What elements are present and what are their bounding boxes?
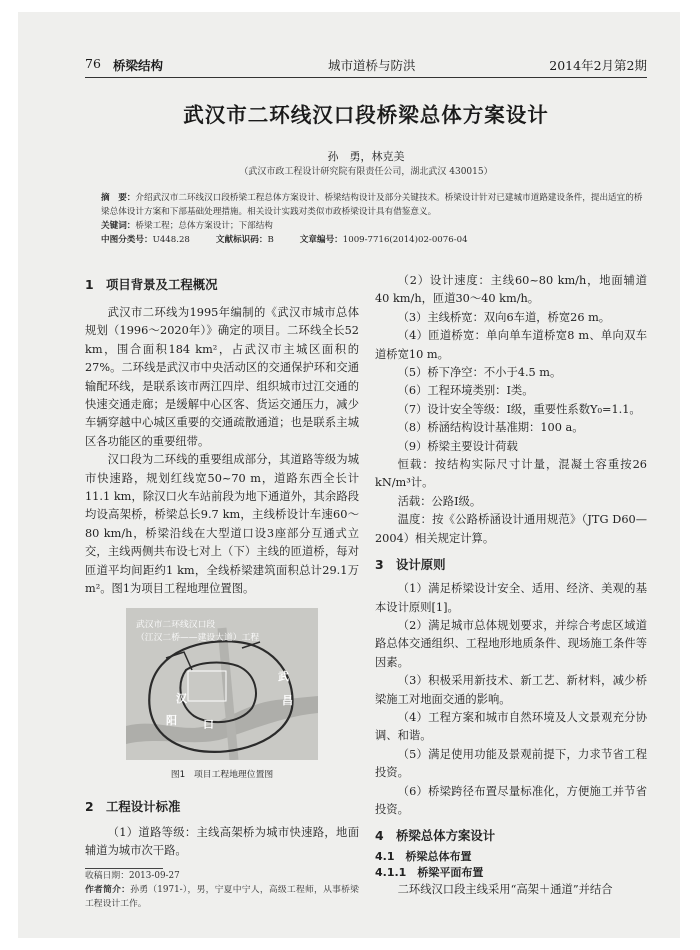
paragraph: 二环线汉口段主线采用“高架＋通道”并结合 bbox=[397, 883, 613, 897]
running-header bbox=[85, 56, 647, 78]
map-title-line1: 武汉市二环线汉口段 bbox=[136, 619, 216, 630]
list-item: （4）匝道桥宽：单向单车道桥宽8 m、单向双车道桥宽10 m。 bbox=[375, 329, 647, 361]
affiliation: （武汉市政工程设计研究院有限责任公司，湖北武汉 430015） bbox=[239, 167, 493, 177]
received-date: 收稿日期：2013-09-27 bbox=[85, 871, 180, 882]
keywords: 关键词：桥梁工程；总体方案设计；下部结构 bbox=[101, 221, 273, 231]
location-map-figure bbox=[126, 608, 318, 760]
map-label: 口 bbox=[203, 717, 214, 731]
authors: 孙 勇，林克美 bbox=[327, 150, 405, 163]
classification: 中图分类号：U448.28 文献标识码：B 文章编号：1009-7716(2014)02-0076-04 bbox=[101, 235, 468, 245]
section-3-heading: 3 设计原则 bbox=[375, 557, 446, 573]
section-1-heading: 1 项目背景及工程概况 bbox=[85, 277, 218, 292]
list-item: （5）桥下净空：不小于4.5 m。 bbox=[397, 366, 562, 380]
map-label: 昌 bbox=[282, 693, 293, 707]
section-2-heading: 2 工程设计标准 bbox=[85, 798, 181, 814]
paragraph: 汉口段为二环线的重要组成部分，其道路等级为城市快速路，规划红线宽50~70 m，道路东西全长计11.1 km，除汉口火车站前段为地下通道外，其余路段均设高架桥，桥梁总长9.7 km，主线桥设计车速60～80 km/h，桥梁沿线在大型道口设3座部分互通式立交，主线两侧共布设七对上（下）主线的匝道桥，每对匝道平均间距约1 km，全线桥梁建筑面积总计29.1万m²。图1为项目工程地理位置图。 bbox=[85, 453, 359, 596]
map-title-line2: （江汉二桥——建设大道）工程 bbox=[136, 632, 260, 643]
list-item: （7）设计安全等级：Ⅰ级，重要性系数Y₀=1.1。 bbox=[397, 402, 641, 416]
right-column bbox=[375, 272, 647, 900]
subsubsection-heading: 4.1.1 桥梁平面布置 bbox=[375, 866, 484, 880]
paper-title: 武汉市二环线汉口段桥梁总体方案设计 bbox=[183, 103, 549, 127]
header-rule bbox=[85, 77, 647, 78]
subsection-heading: 4.1 桥梁总体布置 bbox=[375, 850, 472, 864]
list-item: （5）满足使用功能及景观前提下，力求节省工程投资。 bbox=[375, 747, 647, 780]
list-item: （3）积极采用新技术、新工艺、新材料，减少桥梁施工对地面交通的影响。 bbox=[375, 674, 647, 706]
paragraph: 武汉市二环线为1995年编制的《武汉市城市总体规划（1996～2020年）》确定的项目。二环线全长52 km，围合面积184 km²，占武汉市主城区面积的27%。二环线是武汉市中央活动区的交通保护环和交通输配环线，是联系该市两江四岸、组织城市过江交通的快速交通走廊；是缓解中心区客、货运交通压力，减少车辆穿越中心城区重要的交通疏散通道；也是联系主城区各功能区的重要纽带。 bbox=[85, 306, 359, 448]
list-item: （4）工程方案和城市自然环境及人文景观充分协调、和谐。 bbox=[375, 710, 647, 743]
section-4-heading: 4 桥梁总体方案设计 bbox=[375, 828, 496, 844]
list-item: （1）满足桥梁设计安全、适用、经济、美观的基本设计原则[1]。 bbox=[375, 582, 647, 614]
paragraph: （1）道路等级：主线高架桥为城市快速路，地面辅道为城市次干路。 bbox=[85, 825, 359, 857]
list-item: （9）桥梁主要设计荷载 bbox=[397, 439, 518, 453]
issue-info: 2014年2月第2期 bbox=[549, 58, 647, 73]
list-item: （6）工程环境类别：Ⅰ类。 bbox=[397, 384, 534, 398]
list-item: （2）满足城市总体规划要求，并综合考虑区域道路总体交通组织、工程地形地质条件、现场施工条件等因素。 bbox=[375, 618, 647, 669]
abstract-block bbox=[101, 191, 645, 247]
journal-title: 城市道桥与防洪 bbox=[328, 58, 416, 73]
section-name: 桥梁结构 bbox=[113, 58, 164, 73]
list-item: （6）桥梁跨径布置尽量标准化，方便施工并节省投资。 bbox=[375, 784, 647, 816]
map-label: 阳 bbox=[166, 713, 177, 727]
paragraph: 恒载：按结构实际尺寸计量，混凝土容重按26 kN/m³计。 bbox=[375, 458, 647, 490]
paragraph: 活载：公路Ⅰ级。 bbox=[397, 494, 482, 508]
page-number: 76 bbox=[85, 56, 101, 71]
figure-caption: 图1 项目工程地理位置图 bbox=[170, 769, 274, 780]
author-bio: 作者简介：孙勇（1971-），男，宁夏中宁人，高级工程师，从事桥梁工程设计工作。 bbox=[85, 885, 359, 910]
abstract: 摘 要：介绍武汉市二环线汉口段桥梁工程总体方案设计、桥梁结构设计及部分关键技术。桥梁设计针对已建城市道路建设条件，提出适宜的桥梁总体设计方案和下部基础处理措施。相关设计实践对类似市政桥梁设计具有借鉴意义。 bbox=[101, 193, 643, 217]
list-item: （2）设计速度：主线60~80 km/h，地面辅道40 km/h，匝道30～40 km/h。 bbox=[375, 274, 647, 306]
map-label: 汉 bbox=[176, 691, 187, 705]
left-column bbox=[85, 276, 359, 911]
paragraph: 温度：按《公路桥涵设计通用规范》（JTG D60—2004）相关规定计算。 bbox=[375, 513, 647, 545]
list-item: （3）主线桥宽：双向6车道，桥宽26 m。 bbox=[397, 310, 611, 324]
list-item: （8）桥涵结构设计基准期：100 a。 bbox=[397, 421, 584, 435]
map-label: 武 bbox=[278, 669, 289, 683]
